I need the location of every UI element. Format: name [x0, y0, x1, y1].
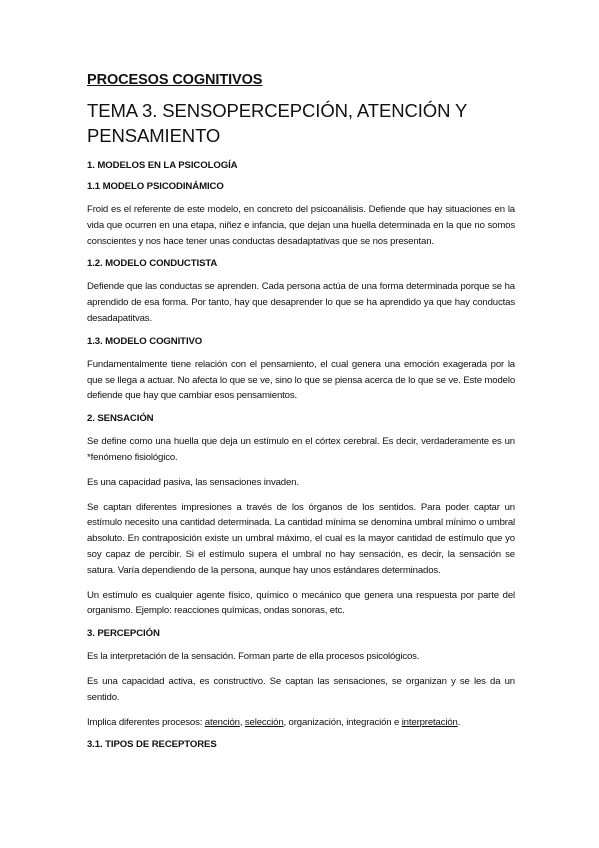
- processes-middle: , organización, integración e: [283, 716, 402, 728]
- section-heading-1-1: 1.1 MODELO PSICODINÁMICO: [87, 181, 224, 192]
- paragraph-percepcion-2: Es una capacidad activa, es constructivo. Se captan las sensaciones, se organizan y se les da un sentido.: [87, 675, 515, 703]
- paragraph-cognitivo: Fundamentalmente tiene relación con el pensamiento, el cual genera una emoción exagerada por la que se llega a actuar. No afecta lo que se ve, sino lo que se piensa acerca de lo que se ve. Este modelo defiende que hay que cambiar esos pensamientos.: [87, 358, 515, 402]
- processes-separator: ,: [239, 716, 245, 728]
- paragraph-percepcion-3: [87, 715, 515, 731]
- process-seleccion: selección: [244, 716, 284, 728]
- paragraph-sensacion-3: Se captan diferentes impresiones a través de los órganos de los sentidos. Para poder captar un estímulo necesito una cantidad determinada. La cantidad mínima se denomina umbral mínimo o umbral absoluto. En contraposición existe un umbral máximo, el cual es la mayor cantidad de estímulo que yo soy capaz de percibir. Si el estímulo supera el umbral no hay sensación, es decir, la sensación se satura. Varía dependiendo de la persona, aunque hay unos estándares determinados.: [87, 501, 515, 576]
- process-interpretacion: interpretación: [401, 716, 458, 728]
- paragraph-conductista: Defiende que las conductas se aprenden. Cada persona actúa de una forma determinada porque se ha aprendido de esa forma. Por tanto, hay que desaprender lo que se ha aprendido ya que hay conductas desadapatitvas.: [87, 281, 515, 324]
- section-heading-2: 2. SENSACIÓN: [87, 413, 154, 425]
- paragraph-sensacion-2: Es una capacidad pasiva, las sensaciones invaden.: [87, 476, 299, 488]
- paragraph-percepcion-1: Es la interpretación de la sensación. Forman parte de ella procesos psicológicos.: [87, 651, 420, 663]
- paragraph-psicodinamico: Froid es el referente de este modelo, en concreto del psicoanálisis. Defiende que hay situaciones en la vida que ocurren en una etapa, niñez e infancia, que dejan una huella determinada en la que no somos conscientes y nos hace tener unas conductas desadaptativas que se nos presentan.: [87, 204, 515, 247]
- process-atencion: atención: [204, 716, 240, 728]
- course-title: PROCESOS COGNITIVOS: [87, 72, 263, 88]
- section-heading-3-1: 3.1. TIPOS DE RECEPTORES: [87, 739, 217, 751]
- processes-intro: Implica diferentes procesos:: [87, 716, 205, 728]
- document-page: [87, 72, 515, 760]
- paragraph-sensacion-4: Un estímulo es cualquier agente físico, químico o mecánico que genera una respuesta por parte del organismo. Ejemplo: reacciones químicas, ondas sonoras, etc.: [87, 589, 515, 617]
- section-heading-1-2: 1.2. MODELO CONDUCTISTA: [87, 258, 218, 270]
- section-heading-3: 3. PERCEPCIÓN: [87, 628, 160, 640]
- section-heading-1-3: 1.3. MODELO COGNITIVO: [87, 335, 203, 347]
- processes-end: .: [457, 716, 461, 728]
- section-heading-1: 1. MODELOS EN LA PSICOLOGÍA: [87, 160, 238, 171]
- topic-title: TEMA 3. SENSOPERCEPCIÓN, ATENCIÓN Y PENSAMIENTO: [87, 100, 467, 146]
- paragraph-sensacion-1: Se define como una huella que deja un estímulo en el córtex cerebral. Es decir, verdaderamente es un *fenómeno fisiológico.: [87, 436, 515, 463]
